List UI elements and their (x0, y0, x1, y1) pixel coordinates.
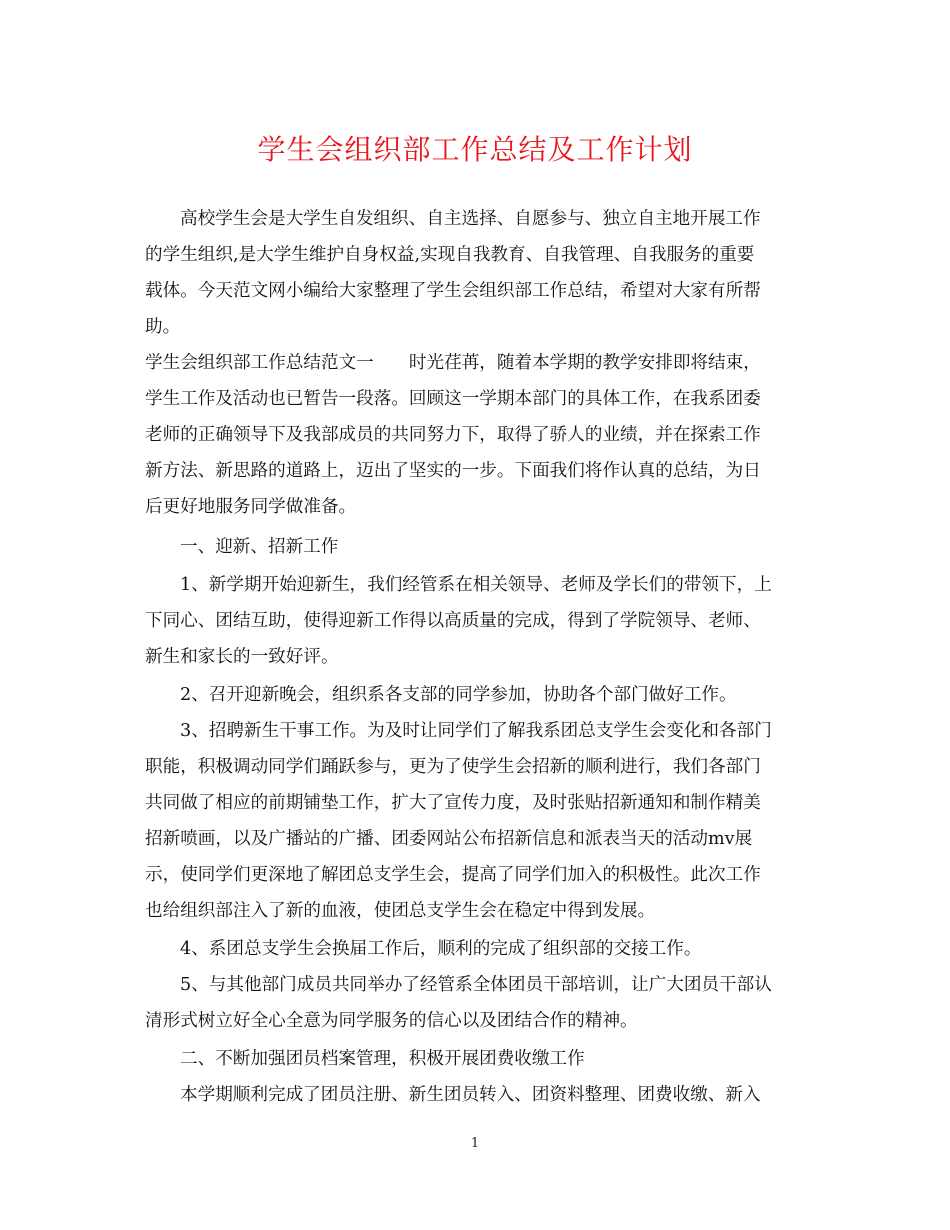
section-heading: 二、不断加强团员档案管理，积极开展团费收缴工作 (180, 1049, 585, 1069)
paragraph-line: 学生会组织部工作总结范文一 时光荏苒，随着本学期的教学安排即将结束， (145, 353, 761, 373)
paragraph-line: 本学期顺利完成了团员注册、新生团员转入、团资料整理、团费收缴、新入 (180, 1085, 761, 1105)
paragraph-line: 招新喷画，以及广播站的广播、团委网站公布招新信息和派表当天的活动mv展 (145, 829, 753, 849)
paragraph-line: 助。 (145, 317, 181, 337)
paragraph-line: 示，使同学们更深地了解团总支学生会，提高了同学们加入的积极性。此次工作 (145, 865, 761, 885)
paragraph-line: 2、召开迎新晚会，组织系各支部的同学参加，协助各个部门做好工作。 (180, 685, 737, 705)
paragraph-line: 也给组织部注入了新的血液，使团总支学生会在稳定中得到发展。 (145, 901, 656, 921)
paragraph-line: 新方法、新思路的道路上，迈出了坚实的一步。下面我们将作认真的总结，为日 (145, 461, 761, 481)
section-heading: 一、迎新、招新工作 (180, 537, 339, 557)
paragraph-line: 学生工作及活动也已暂告一段落。回顾这一学期本部门的具体工作，在我系团委 (145, 389, 761, 409)
paragraph-line: 1、新学期开始迎新生，我们经管系在相关领导、老师及学长们的带领下，上 (180, 575, 772, 595)
paragraph-line: 共同做了相应的前期铺垫工作，扩大了宣传力度，及时张贴招新通知和制作精美 (145, 793, 761, 813)
paragraph-line: 新生和家长的一致好评。 (145, 647, 339, 667)
page-number: 1 (470, 1136, 480, 1151)
paragraph-line: 3、招聘新生干事工作。为及时让同学们了解我系团总支学生会变化和各部门 (180, 721, 772, 741)
paragraph-line: 职能，积极调动同学们踊跃参与，更为了使学生会招新的顺利进行，我们各部门 (145, 757, 761, 777)
paragraph-line: 后更好地服务同学做准备。 (145, 497, 357, 517)
paragraph-line: 下同心、团结互助，使得迎新工作得以高质量的完成，得到了学院领导、老师、 (145, 611, 761, 631)
paragraph-line: 清形式树立好全心全意为同学服务的信心以及团结合作的精神。 (145, 1011, 638, 1031)
paragraph-line: 5、与其他部门成员共同举办了经管系全体团员干部培训，让广大团员干部认 (180, 975, 772, 995)
paragraph-line: 载体。今天范文网小编给大家整理了学生会组织部工作总结，希望对大家有所帮 (145, 281, 761, 301)
paragraph-line: 4、系团总支学生会换届工作后，顺利的完成了组织部的交接工作。 (180, 939, 702, 959)
paragraph-line: 老师的正确领导下及我部成员的共同努力下，取得了骄人的业绩，并在探索工作 (145, 425, 761, 445)
document-title: 学生会组织部工作总结及工作计划 (257, 133, 693, 166)
paragraph-line: 高校学生会是大学生自发组织、自主选择、自愿参与、独立自主地开展工作 (180, 209, 761, 229)
paragraph-line: 的学生组织,是大学生维护自身权益,实现自我教育、自我管理、自我服务的重要 (145, 245, 755, 265)
